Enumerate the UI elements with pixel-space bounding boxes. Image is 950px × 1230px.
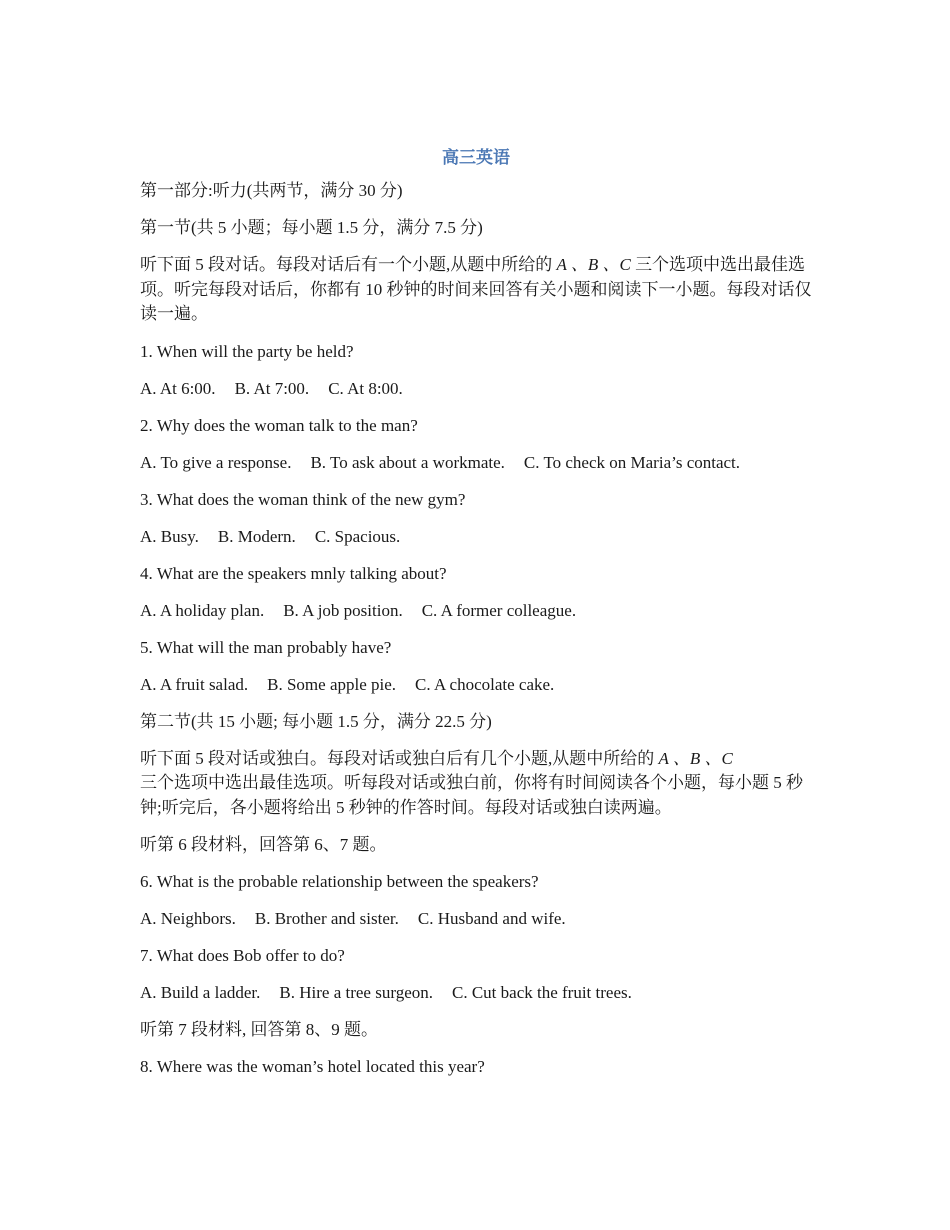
question-3: 3. What does the woman think of the new gym? bbox=[140, 489, 466, 509]
option-c: C. Spacious. bbox=[314, 526, 401, 546]
option-a: A. To give a response. bbox=[140, 452, 292, 472]
question-5-options bbox=[140, 673, 812, 697]
section1-instructions bbox=[140, 253, 812, 327]
question-2-options bbox=[140, 451, 812, 475]
question-1-options bbox=[140, 377, 812, 401]
section2-option-letters: A 、B 、C bbox=[658, 748, 733, 768]
material-7-heading: 听第 7 段材料, 回答第 8、9 题。 bbox=[140, 1020, 378, 1039]
option-a: A. At 6:00. bbox=[140, 378, 216, 398]
option-b: B. At 7:00. bbox=[234, 378, 310, 398]
option-c: C. At 8:00. bbox=[328, 378, 403, 398]
section2-instructions-end: 三个选项中选出最佳选项。听每段对话或独白前，你将有时间阅读各个小题，每小题 5 秒钟;听完后，各小题将给出 5 秒钟的作答时间。每段对话或独白读两遍。 bbox=[140, 773, 803, 817]
question-2: 2. Why does the woman talk to the man? bbox=[140, 415, 418, 435]
section2-instructions bbox=[140, 747, 812, 821]
question-8: 8. Where was the woman’s hotel located this year? bbox=[140, 1057, 485, 1076]
option-b: B. Hire a tree surgeon. bbox=[279, 983, 433, 1002]
document-title: 高三英语 bbox=[442, 148, 510, 167]
option-b: B. Modern. bbox=[217, 526, 296, 546]
section1-instructions-start: 听下面 5 段对话。每段对话后有一个小题,从题中所给的 bbox=[140, 255, 557, 274]
option-b: B. To ask about a workmate. bbox=[310, 452, 505, 472]
question-7-options bbox=[140, 981, 812, 1005]
part1-heading: 第一部分:听力(共两节，满分 30 分) bbox=[140, 181, 403, 200]
question-1: 1. When will the party be held? bbox=[140, 341, 354, 361]
option-c: C. Cut back the fruit trees. bbox=[452, 983, 632, 1002]
question-3-options bbox=[140, 525, 812, 549]
option-a: A. Build a ladder. bbox=[140, 983, 261, 1002]
document-page bbox=[140, 146, 812, 1092]
material-6-heading: 听第 6 段材料，回答第 6、7 题。 bbox=[140, 835, 387, 854]
section2-heading: 第二节(共 15 小题; 每小题 1.5 分，满分 22.5 分) bbox=[140, 711, 492, 731]
question-4: 4. What are the speakers mnly talking about? bbox=[140, 563, 447, 583]
option-c: C. Husband and wife. bbox=[417, 909, 566, 928]
option-c: C. A chocolate cake. bbox=[415, 674, 555, 694]
question-7: 7. What does Bob offer to do? bbox=[140, 946, 345, 965]
option-c: C. To check on Maria’s contact. bbox=[523, 452, 741, 472]
question-5: 5. What will the man probably have? bbox=[140, 637, 392, 657]
option-a: A. A holiday plan. bbox=[140, 600, 265, 620]
option-b: B. A job position. bbox=[283, 600, 403, 620]
option-b: B. Some apple pie. bbox=[267, 674, 397, 694]
section1-option-letters: A 、B 、C bbox=[556, 255, 631, 274]
question-6-options bbox=[140, 907, 812, 931]
option-a: A. Busy. bbox=[140, 526, 199, 546]
section1-instructions-end: 三个选项中选出最佳选项。听完每段对话后，你都有 10 秒钟的时间来回答有关小题和阅读下一小题。每段对话仅读一遍。 bbox=[140, 255, 812, 323]
question-4-options bbox=[140, 599, 812, 623]
question-6: 6. What is the probable relationship between the speakers? bbox=[140, 872, 539, 891]
option-c: C. A former colleague. bbox=[421, 600, 577, 620]
option-a: A. A fruit salad. bbox=[140, 674, 249, 694]
option-b: B. Brother and sister. bbox=[254, 909, 399, 928]
section1-heading: 第一节(共 5 小题；每小题 1.5 分，满分 7.5 分) bbox=[140, 218, 483, 237]
option-a: A. Neighbors. bbox=[140, 909, 236, 928]
section2-instructions-start: 听下面 5 段对话或独白。每段对话或独白后有几个小题,从题中所给的 bbox=[140, 748, 659, 768]
